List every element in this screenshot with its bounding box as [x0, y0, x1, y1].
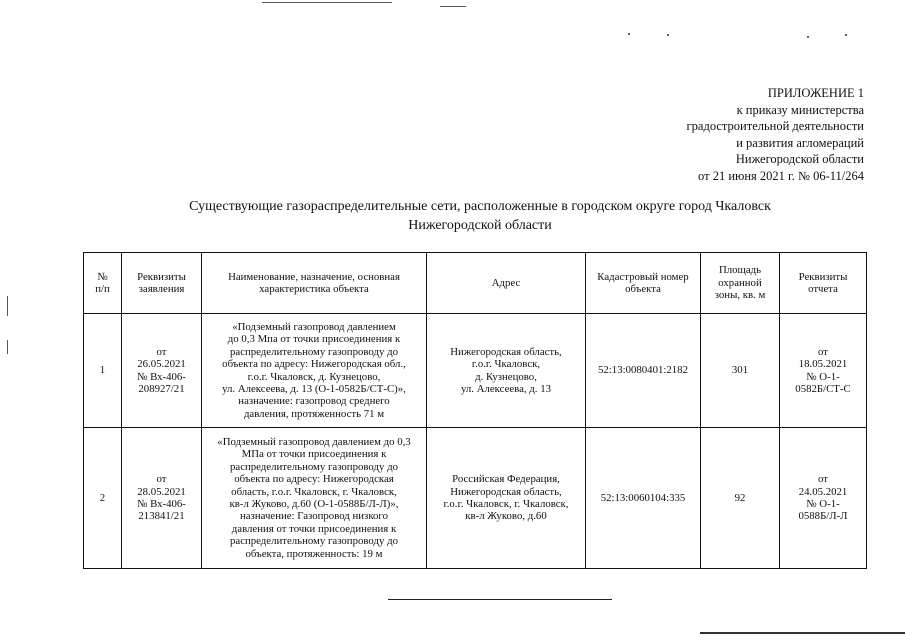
- cell-application: от 26.05.2021 № Вх-406- 208927/21: [122, 314, 202, 428]
- appendix-line: градостроительной деятельности: [686, 119, 864, 133]
- header-application: Реквизиты заявления: [122, 253, 202, 314]
- scan-dot: [667, 34, 669, 36]
- scan-artifact-left-margin: [7, 340, 8, 354]
- header-area: Площадь охранной зоны, кв. м: [701, 253, 780, 314]
- appendix-block: [687, 85, 864, 184]
- cell-area: 92: [701, 428, 780, 569]
- appendix-line: к приказу министерства: [736, 102, 864, 117]
- scan-dot: [807, 36, 809, 38]
- cell-description: «Подземный газопровод давлением до 0,3 Мпа от точки присоединения к распределительному газопроводу до объекта по адресу: Нижегородская обл., г.о.г. Чкаловск, д. Кузнецово, ул. Алексеева, д. 13 (О-1-0582Б/СТ-С)», назначение: газопровод среднего давления, протяженность 71 м: [202, 314, 427, 428]
- document-title: [95, 197, 865, 235]
- table-header-row: [84, 253, 867, 314]
- cell-cadastral: 52:13:0080401:2182: [586, 314, 701, 428]
- header-cadastral: Кадастровый номер объекта: [586, 253, 701, 314]
- appendix-line: Нижегородской области: [735, 152, 864, 166]
- header-report: Реквизиты отчета: [780, 253, 867, 314]
- cell-number: 2: [84, 428, 122, 569]
- scan-artifact-top-left: [262, 2, 392, 3]
- scan-dot: [628, 33, 630, 35]
- cell-cadastral: 52:13:0060104:335: [586, 428, 701, 569]
- header-address: Адрес: [427, 253, 586, 314]
- table-row: [84, 314, 867, 428]
- cell-address: Нижегородская область, г.о.г. Чкаловск, д. Кузнецово, ул. Алексеева, д. 13: [427, 314, 586, 428]
- scan-artifact-left-margin: [7, 296, 8, 316]
- cell-application: от 28.05.2021 № Вх-406- 213841/21: [122, 428, 202, 569]
- gas-networks-table: [83, 252, 867, 569]
- table-row: [84, 428, 867, 569]
- cell-area: 301: [701, 314, 780, 428]
- cell-description: «Подземный газопровод давлением до 0,3 МПа от точки присоединения к распределительному газопроводу до объекта по адресу: Нижегородская область, г.о.г. Чкаловск, г. Чкаловск, кв-л Жуково, д.60 (О-1-0588Б/Л-Л)», назначение: Газопровод низкого давления от точки присоединения к распределительному газопроводу до объекта, протяженность: 19 м: [202, 428, 427, 569]
- header-description: Наименование, назначение, основная характеристика объекта: [202, 253, 427, 314]
- document-title-line-1: Существующие газораспределительные сети, расположенные в городском округе город Чкаловск: [189, 199, 771, 214]
- cell-address: Российская Федерация, Нижегородская область, г.о.г. Чкаловск, г. Чкаловск, кв-л Жуково, д.60: [427, 428, 586, 569]
- appendix-heading: ПРИЛОЖЕНИЕ 1: [767, 86, 864, 100]
- scan-dot: [845, 34, 847, 36]
- cell-number: 1: [84, 314, 122, 428]
- header-number: № п/п: [84, 253, 122, 314]
- scan-artifact-bottom-right: [700, 632, 905, 634]
- footer-divider: [388, 599, 612, 600]
- scan-artifact-top-mid: [440, 6, 466, 7]
- cell-report: от 24.05.2021 № О-1- 0588Б/Л-Л: [780, 428, 867, 569]
- appendix-date-line: от 21 июня 2021 г. № 06-11/264: [698, 168, 864, 183]
- appendix-line: и развития агломераций: [736, 135, 864, 150]
- cell-report: от 18.05.2021 № О-1- 0582Б/СТ-С: [780, 314, 867, 428]
- document-title-line-2: Нижегородской области: [408, 218, 552, 233]
